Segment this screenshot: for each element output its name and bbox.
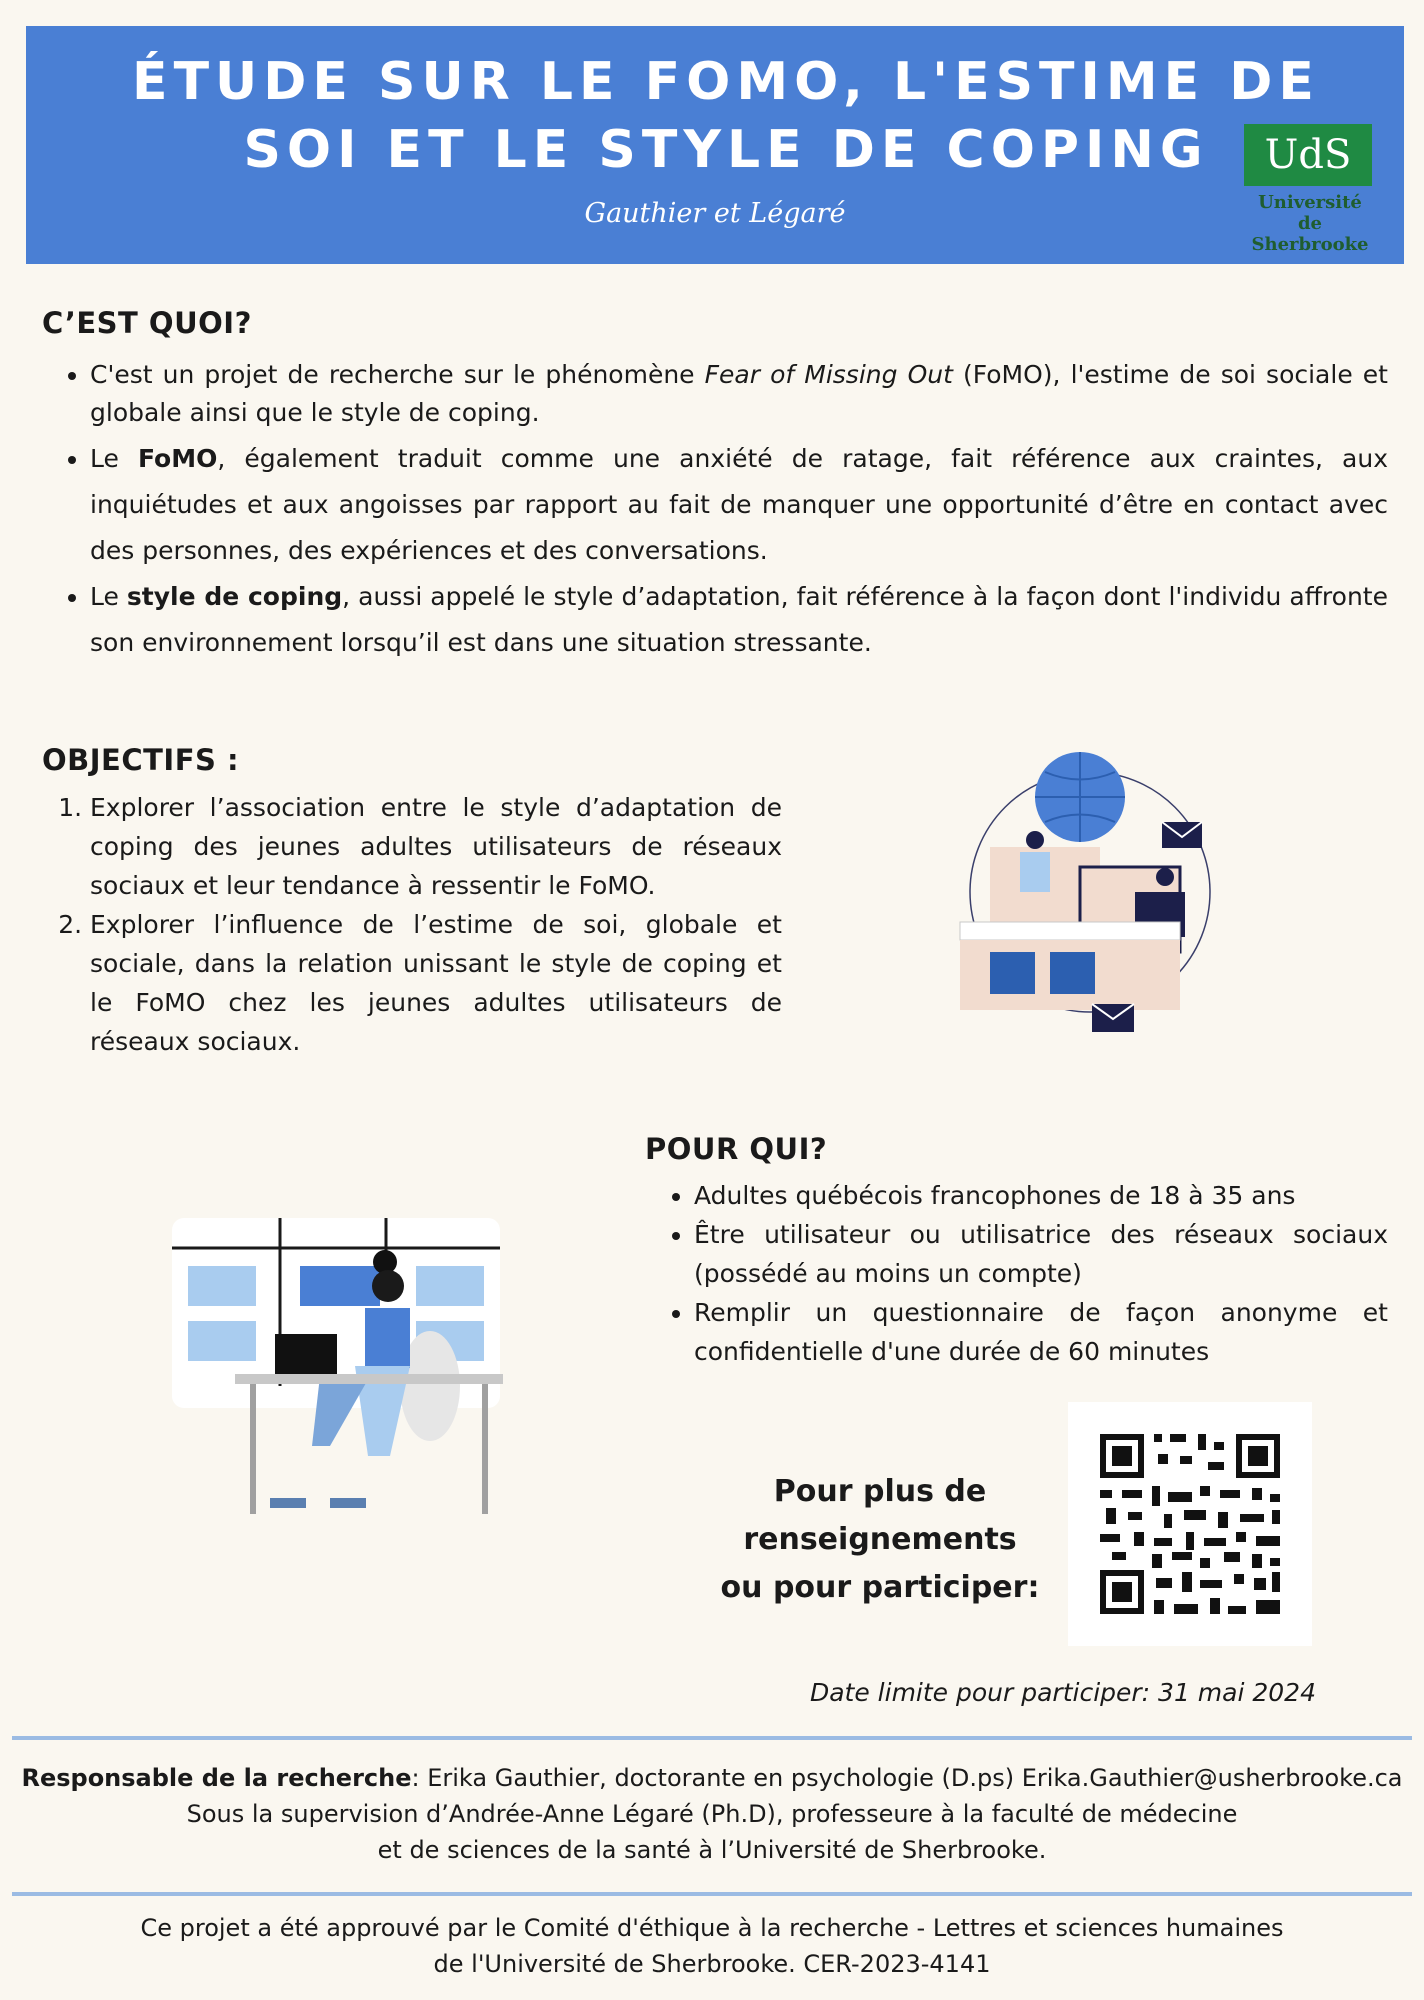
responsible-label: Responsable de la recherche	[21, 1764, 412, 1792]
what-list	[40, 356, 1388, 666]
person-head	[372, 1270, 404, 1302]
ethics-line-2: de l'Université de Sherbrooke. CER-2023-4141	[433, 1950, 991, 1978]
objective-item-2: 2. Explorer l’influence de l’estime de soi, globale et sociale, dans la relation unissant le style de coping et le FoMO chez les jeunes adultes utilisateurs de réseaux sociaux.	[90, 905, 782, 1061]
what-item-2: • Le FoMO, également traduit comme une anxiété de ratage, fait référence aux craintes, aux inquiétudes et aux angoisses par rapport au fait de manquer une opportunité d’être en contact avec des personnes, des expériences et des conversations.	[90, 436, 1388, 574]
authors: Gauthier et Légaré	[584, 198, 846, 229]
participate-call-to-action	[700, 1468, 1060, 1612]
responsible-text: : Erika Gauthier, doctorante en psychologie (D.ps) Erika.Gauthier@usherbrooke.ca	[411, 1764, 1403, 1792]
responsible-block	[0, 1760, 1424, 1868]
folder-icon	[990, 952, 1035, 994]
uds-name-line-2: Sherbrooke	[1251, 234, 1369, 255]
person-head	[1156, 868, 1174, 886]
page-title	[66, 48, 1386, 184]
qr-code[interactable]	[1068, 1402, 1312, 1646]
title-line-2: SOI ET LE STYLE DE COPING	[243, 120, 1209, 180]
desk-worker-illustration	[170, 1216, 510, 1526]
desk-top	[235, 1374, 503, 1384]
objectives-list	[40, 788, 782, 1061]
ethics-block	[0, 1910, 1424, 1982]
folder-icon	[1050, 952, 1095, 994]
section-heading-objectives: OBJECTIFS :	[42, 743, 240, 777]
cta-line-2: renseignements	[743, 1522, 1017, 1557]
who-item-2: • Être utilisateur ou utilisatrice des réseaux sociaux (possédé au moins un compte)	[694, 1215, 1388, 1293]
ethics-line-1: Ce projet a été approuvé par le Comité d'éthique à la recherche - Lettres et sciences humaines	[140, 1914, 1284, 1942]
section-heading-what: C’EST QUOI?	[42, 306, 252, 340]
uds-logo-mark: UdS	[1244, 124, 1372, 186]
uds-logo-name	[1244, 192, 1376, 255]
who-list	[644, 1176, 1388, 1371]
objective-item-1: 1. Explorer l’association entre le style d’adaptation de coping des jeunes adultes utilisateurs de réseaux sociaux et leur tendance à ressentir le FoMO.	[90, 788, 782, 905]
deadline-text: Date limite pour participer: 31 mai 2024	[809, 1678, 1316, 1707]
responsible-line-2: Sous la supervision d’Andrée-Anne Légaré (Ph.D), professeure à la faculté de médecine	[186, 1800, 1238, 1828]
cta-line-3: ou pour participer:	[720, 1570, 1040, 1605]
what-item-1: • C'est un projet de recherche sur le phénomène Fear of Missing Out (FoMO), l'estime de soi sociale et globale ainsi que le style de coping.	[90, 356, 1388, 432]
responsible-line-3: et de sciences de la santé à l’Université de Sherbrooke.	[377, 1836, 1047, 1864]
who-item-1: • Adultes québécois francophones de 18 à 35 ans	[694, 1176, 1388, 1215]
header-banner	[26, 26, 1404, 264]
responsible-line-1	[0, 1760, 1424, 1796]
divider-1	[12, 1736, 1412, 1740]
qr-code-icon	[1068, 1402, 1312, 1646]
network-illustration	[950, 752, 1240, 1042]
what-item-3: • Le style de coping, aussi appelé le style d’adaptation, fait référence à la façon dont l'individu affronte son environnement lorsqu’il est dans une situation stressante.	[90, 574, 1388, 666]
title-line-1: ÉTUDE SUR LE FOMO, L'ESTIME DE	[132, 52, 1320, 112]
section-heading-who: POUR QUI?	[645, 1132, 828, 1166]
divider-2	[12, 1892, 1412, 1896]
who-item-3: • Remplir un questionnaire de façon anonyme et confidentielle d'une durée de 60 minutes	[694, 1293, 1388, 1371]
uds-name-line-1: Université de	[1258, 192, 1362, 234]
uds-logo	[1244, 124, 1376, 255]
cta-line-1: Pour plus de	[773, 1474, 987, 1509]
laptop-icon	[275, 1334, 337, 1374]
